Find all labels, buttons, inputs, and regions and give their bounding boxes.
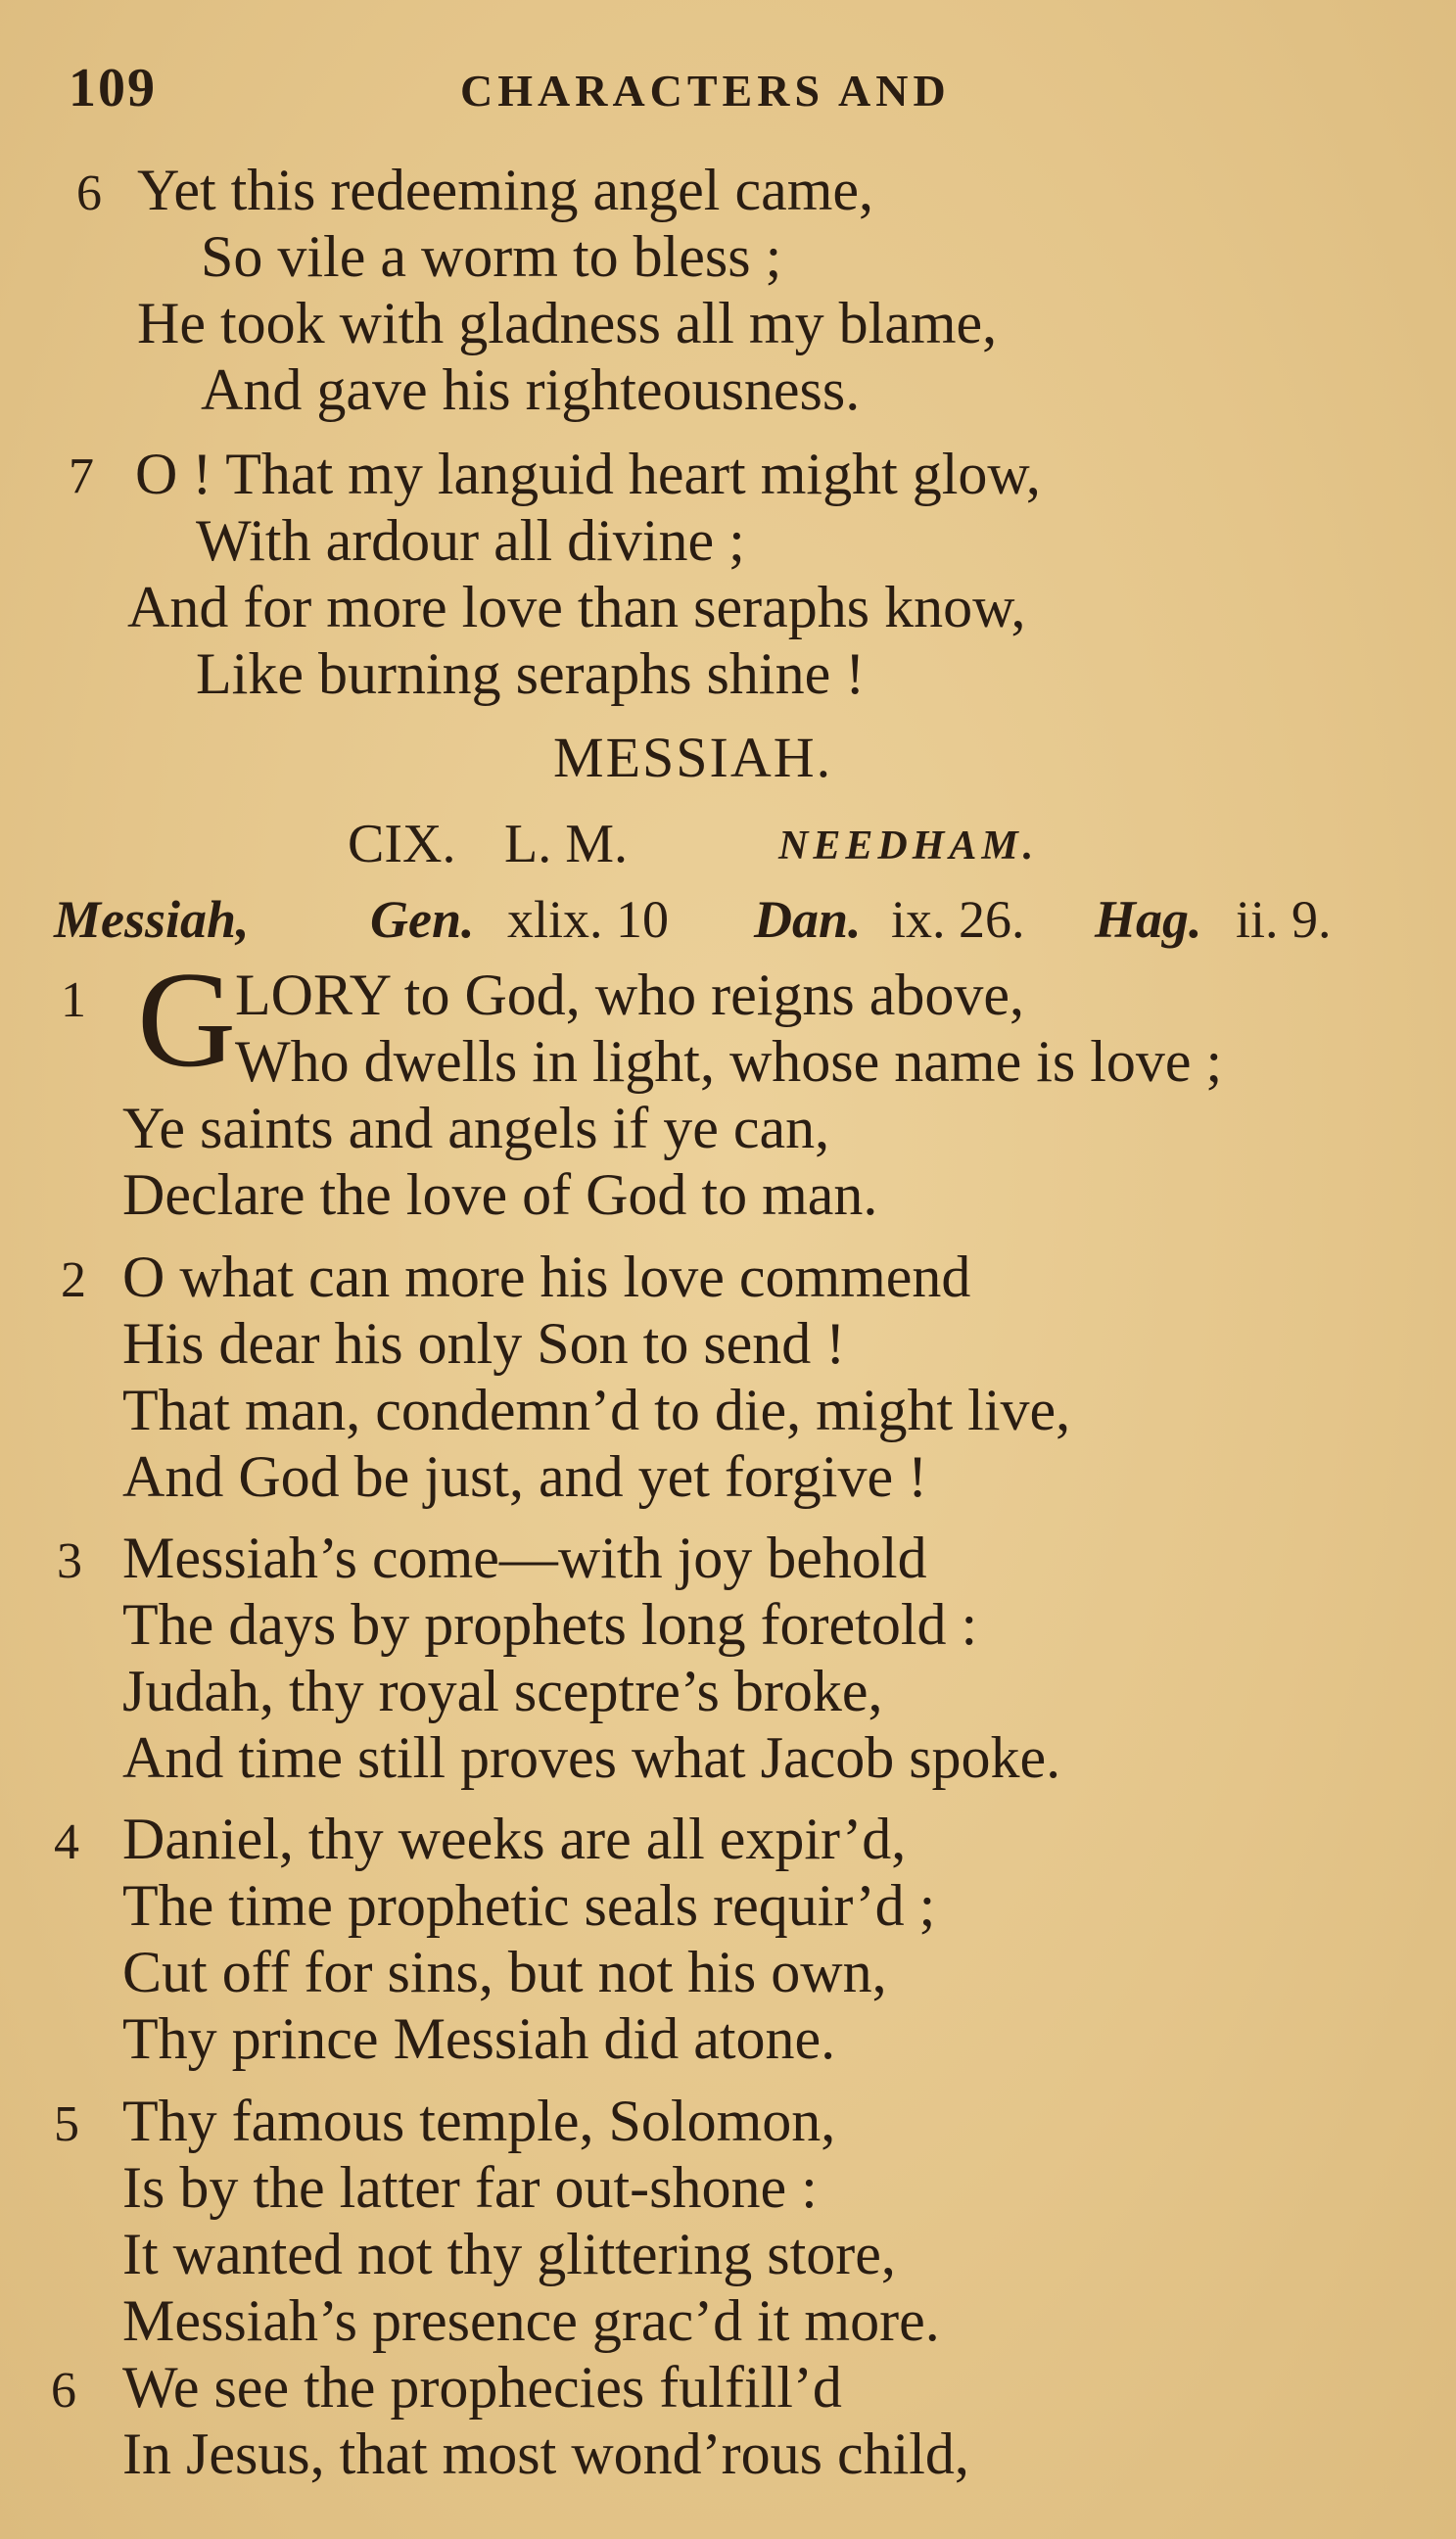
verse-number: 4	[54, 1814, 79, 1870]
verse-line: Declare the love of God to man.	[122, 1162, 878, 1227]
reference-location: ix. 26.	[891, 890, 1025, 949]
verse-number: 5	[54, 2096, 79, 2152]
verse-line: Who dwells in light, whose name is love ;	[235, 1029, 1223, 1094]
verse-line: In Jesus, that most wond’rous child,	[122, 2421, 969, 2486]
verse-line: Daniel, thy weeks are all expir’d,	[122, 1807, 907, 1871]
verse-line: With ardour all divine ;	[196, 508, 745, 573]
reference-subject: Messiah,	[54, 890, 250, 949]
reference-location: ii. 9.	[1236, 890, 1332, 949]
hymn-meter: L. M.	[504, 814, 628, 874]
hymn-number: CIX.	[348, 814, 456, 874]
verse-line: Yet this redeeming angel came,	[137, 158, 874, 222]
reference-book: Dan.	[754, 890, 862, 949]
verse-number: 7	[69, 448, 94, 504]
verse-line: Messiah’s presence grac’d it more.	[122, 2288, 940, 2353]
verse-line: Is by the latter far out-shone :	[122, 2155, 818, 2220]
verse-line: Cut off for sins, but not his own,	[122, 1940, 887, 2004]
verse-line: So vile a worm to bless ;	[201, 224, 782, 289]
verse-line: The days by prophets long foretold :	[122, 1592, 978, 1657]
verse-number: 3	[57, 1533, 82, 1589]
verse-number: 2	[61, 1252, 86, 1308]
verse-line: O ! That my languid heart might glow,	[135, 442, 1041, 506]
drop-cap: G	[137, 944, 237, 1096]
verse-line: We see the prophecies fulfill’d	[122, 2355, 842, 2420]
verse-line: He took with gladness all my blame,	[137, 291, 998, 355]
verse-line: And time still proves what Jacob spoke.	[122, 1725, 1061, 1790]
verse-line: Thy prince Messiah did atone.	[122, 2006, 836, 2071]
verse-line: O what can more his love commend	[122, 1245, 971, 1309]
verse-number: 6	[76, 165, 102, 221]
page-number: 109	[69, 58, 157, 118]
reference-book: Hag.	[1095, 890, 1202, 949]
verse-line: His dear his only Son to send !	[122, 1311, 846, 1376]
reference-location: xlix. 10	[507, 890, 670, 949]
verse-line: LORY to God, who reigns above,	[235, 963, 1025, 1027]
verse-number: 6	[51, 2363, 76, 2419]
verse-line: That man, condemn’d to die, might live,	[122, 1378, 1071, 1442]
verse-line: And gave his righteousness.	[201, 357, 861, 422]
verse-line: Judah, thy royal sceptre’s broke,	[122, 1659, 883, 1723]
verse-line: Thy famous temple, Solomon,	[122, 2089, 836, 2153]
verse-line: It wanted not thy glittering store,	[122, 2222, 896, 2286]
hymn-tune: NEEDHAM.	[778, 823, 1039, 869]
verse-number: 1	[61, 972, 86, 1028]
reference-book: Gen.	[370, 890, 475, 949]
verse-line: Messiah’s come—with joy behold	[122, 1526, 927, 1590]
verse-line: And God be just, and yet forgive !	[122, 1444, 928, 1509]
verse-line: And for more love than seraphs know,	[127, 575, 1026, 639]
running-title: CHARACTERS AND	[460, 66, 951, 116]
verse-line: Like burning seraphs shine !	[196, 641, 866, 706]
verse-line: The time prophetic seals requir’d ;	[122, 1873, 936, 1938]
section-title: MESSIAH.	[553, 726, 833, 789]
verse-line: Ye saints and angels if ye can,	[122, 1096, 830, 1160]
